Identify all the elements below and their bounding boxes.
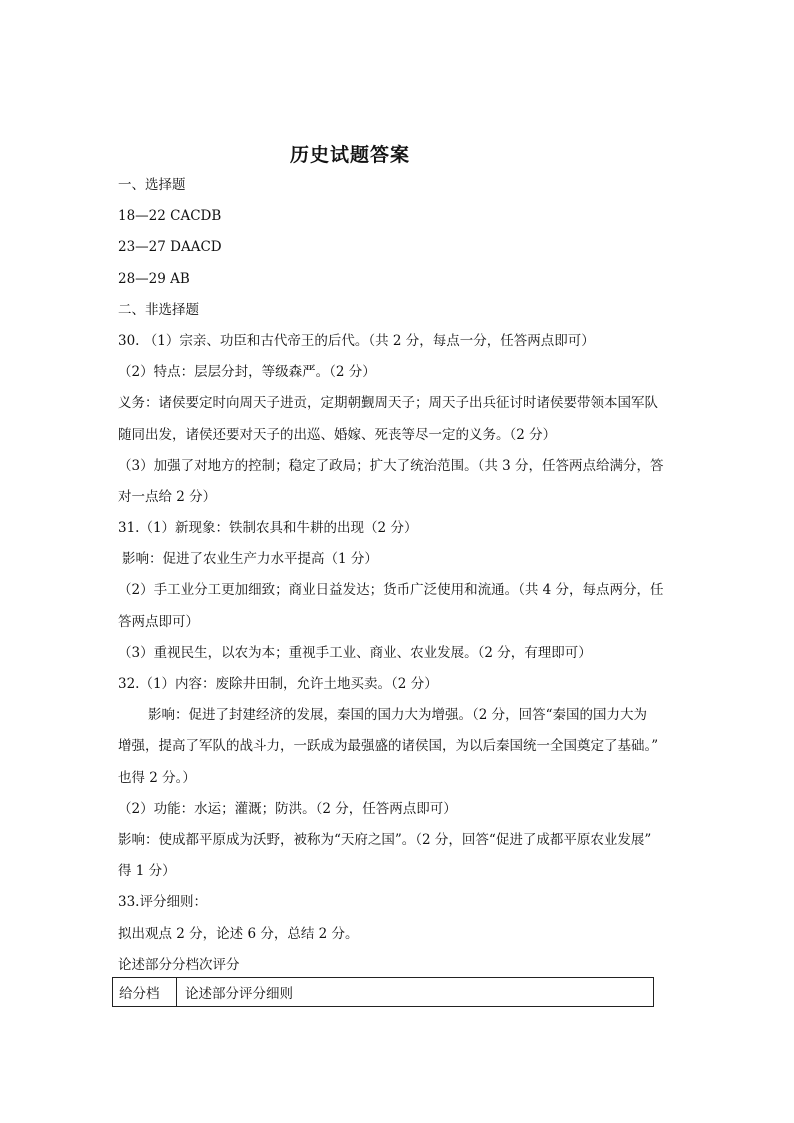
table-header-tier: 给分档 bbox=[113, 978, 177, 1006]
q31-part1-impact: 影响：促进了农业生产力水平提高（1 分） bbox=[122, 551, 378, 568]
answer-line-18-22: 18—22 CACDB bbox=[118, 208, 222, 225]
section-heading-nonchoice: 二、非选择题 bbox=[118, 301, 199, 318]
q33-heading: 33.评分细则： bbox=[118, 894, 207, 911]
table-header-rules: 论述部分评分细则 bbox=[185, 986, 293, 1002]
q31-part3: （3）重视民生，以农为本；重视手工业、商业、农业发展。（2 分，有理即可） bbox=[118, 644, 592, 661]
q30-part2-duties-a: 义务：诸侯要定时向周天子进贡，定期朝觐周天子；周天子出兵征讨时诸侯要带领本国军队 bbox=[118, 395, 658, 412]
q30-part3-b: 对一点给 2 分） bbox=[118, 488, 217, 505]
section-heading-choice: 一、选择题 bbox=[118, 177, 186, 193]
answer-content bbox=[118, 170, 684, 981]
q31-part2-b: 答两点即可） bbox=[118, 613, 199, 630]
q32-part1-impact-b: 增强，提高了军队的战斗力，一跃成为最强盛的诸侯国，为以后秦国统一全国奠定了基础。” bbox=[118, 738, 659, 755]
q32-part1: 32.（1）内容：废除井田制，允许土地买卖。（2 分） bbox=[118, 676, 438, 692]
q32-part2: （2）功能：水运；灌溉；防洪。（2 分，任答两点即可） bbox=[118, 800, 457, 817]
answer-line-23-27: 23—27 DAACD bbox=[118, 239, 222, 256]
q32-part1-impact-c: 也得 2 分。） bbox=[118, 769, 196, 786]
q30-part1: 30. （1）宗亲、功臣和古代帝王的后代。（共 2 分，每点一分，任答两点即可） bbox=[118, 332, 595, 349]
q32-part1-impact-a: 影响：促进了封建经济的发展，秦国的国力大为增强。（2 分，回答“秦国的国力大为 bbox=[148, 707, 648, 724]
q32-part2-impact-a: 影响：使成都平原成为沃野，被称为“天府之国”。（2 分，回答“促进了成都平原农业发展” bbox=[118, 831, 652, 848]
scoring-table bbox=[112, 977, 654, 1007]
q30-part3-a: （3）加强了对地方的控制；稳定了政局；扩大了统治范围。（共 3 分，任答两点给满分，答 bbox=[118, 457, 664, 474]
q30-part2-duties-b: 随同出发，诸侯还要对天子的出巡、婚嫁、死丧等尽一定的义务。（2 分） bbox=[118, 426, 557, 443]
q31-part1: 31.（1）新现象：铁制农具和牛耕的出现（2 分） bbox=[118, 520, 418, 537]
q33-tier-heading: 论述部分分档次评分 bbox=[118, 956, 240, 973]
q32-part2-impact-b: 得 1 分） bbox=[118, 863, 176, 880]
q30-part2-features: （2）特点：层层分封，等级森严。（2 分） bbox=[118, 364, 376, 381]
q31-part2-a: （2）手工业分工更加细致；商业日益发达；货币广泛使用和流通。（共 4 分，每点两分，任 bbox=[118, 582, 664, 599]
document-title: 历史试题答案 bbox=[289, 144, 410, 166]
answer-line-28-29: 28—29 AB bbox=[118, 270, 190, 287]
q33-scoring: 拟出观点 2 分，论述 6 分，总结 2 分。 bbox=[118, 925, 359, 942]
